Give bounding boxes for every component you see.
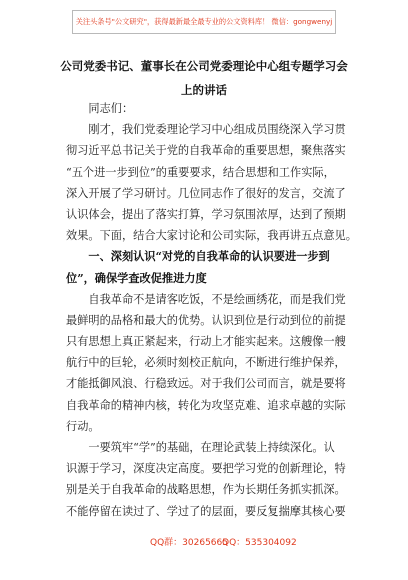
section-heading-line: 位”，确保学查改促推进力度 bbox=[66, 270, 207, 285]
body-line: 自我革命不是请客吃饭，不是绘画绣花，而是我们党 bbox=[66, 292, 346, 306]
body-line: 一要筑牢“学”的基础，在理论武装上持续深化。认 bbox=[66, 441, 335, 454]
body-line: 深入开展了学习研讨。几位同志作了很好的发言，交流了 bbox=[66, 186, 346, 200]
body-line: 别是关于自我革命的战略思想，作为长期任务抓实抓深。 bbox=[66, 483, 346, 497]
body-line: 同志们： bbox=[66, 102, 134, 115]
body-line: 不能停留在读过了、学过了的层面，要反复揣摩其核心要 bbox=[66, 504, 346, 518]
body-line: 认识体会，提出了落实打算，学习氛围浓厚，达到了预期 bbox=[66, 207, 346, 221]
body-line: 效果。下面，结合大家讨论和公司实际，我再讲五点意见。 bbox=[66, 229, 357, 243]
footer-qq-group: QQ群：30265665 bbox=[150, 538, 228, 548]
document-body bbox=[66, 98, 366, 522]
body-line: 识源于学习，深度决定高度。要把学习党的创新理论，特 bbox=[66, 462, 346, 476]
body-line: 刚才，我们党委理论学习中心组成员围绕深入学习贯 bbox=[66, 123, 346, 137]
body-line: 最鲜明的品格和最大的优势。认识到位是行动到位的前提 bbox=[66, 313, 346, 327]
body-line: 自我革命的精神内核，转化为攻坚克难、追求卓越的实际 bbox=[66, 398, 346, 412]
document-title-line-1: 公司党委书记、董事长在公司党委理论中心组专题学习会 bbox=[60, 59, 348, 73]
header-banner: 关注头条号"公文研究"，获得最新最全最专业的公文资料库！ 微信：gongwenyj bbox=[72, 10, 336, 34]
body-line: 只有思想上真正紧起来，行动上才能实起来。这艘像一艘 bbox=[66, 335, 346, 349]
document-title-line-2: 上的讲话 bbox=[181, 83, 227, 97]
body-line: “五个进一步到位”的重要要求，结合思想和工作实际， bbox=[66, 165, 335, 179]
body-line: 彻习近平总书记关于党的自我革命的重要思想，聚焦落实 bbox=[66, 144, 346, 158]
body-line: 才能抵御风浪、行稳致远。对于我们公司而言，就是要将 bbox=[66, 377, 346, 391]
body-line: 航行中的巨轮，必须时刻校正航向，不断进行维护保养， bbox=[66, 356, 346, 370]
section-heading-line: 一、深刻认识“对党的自我革命的认识要进一步到 bbox=[66, 249, 330, 264]
body-line: 行动。 bbox=[66, 419, 100, 433]
footer-qq: QQ：535304092 bbox=[222, 538, 297, 548]
